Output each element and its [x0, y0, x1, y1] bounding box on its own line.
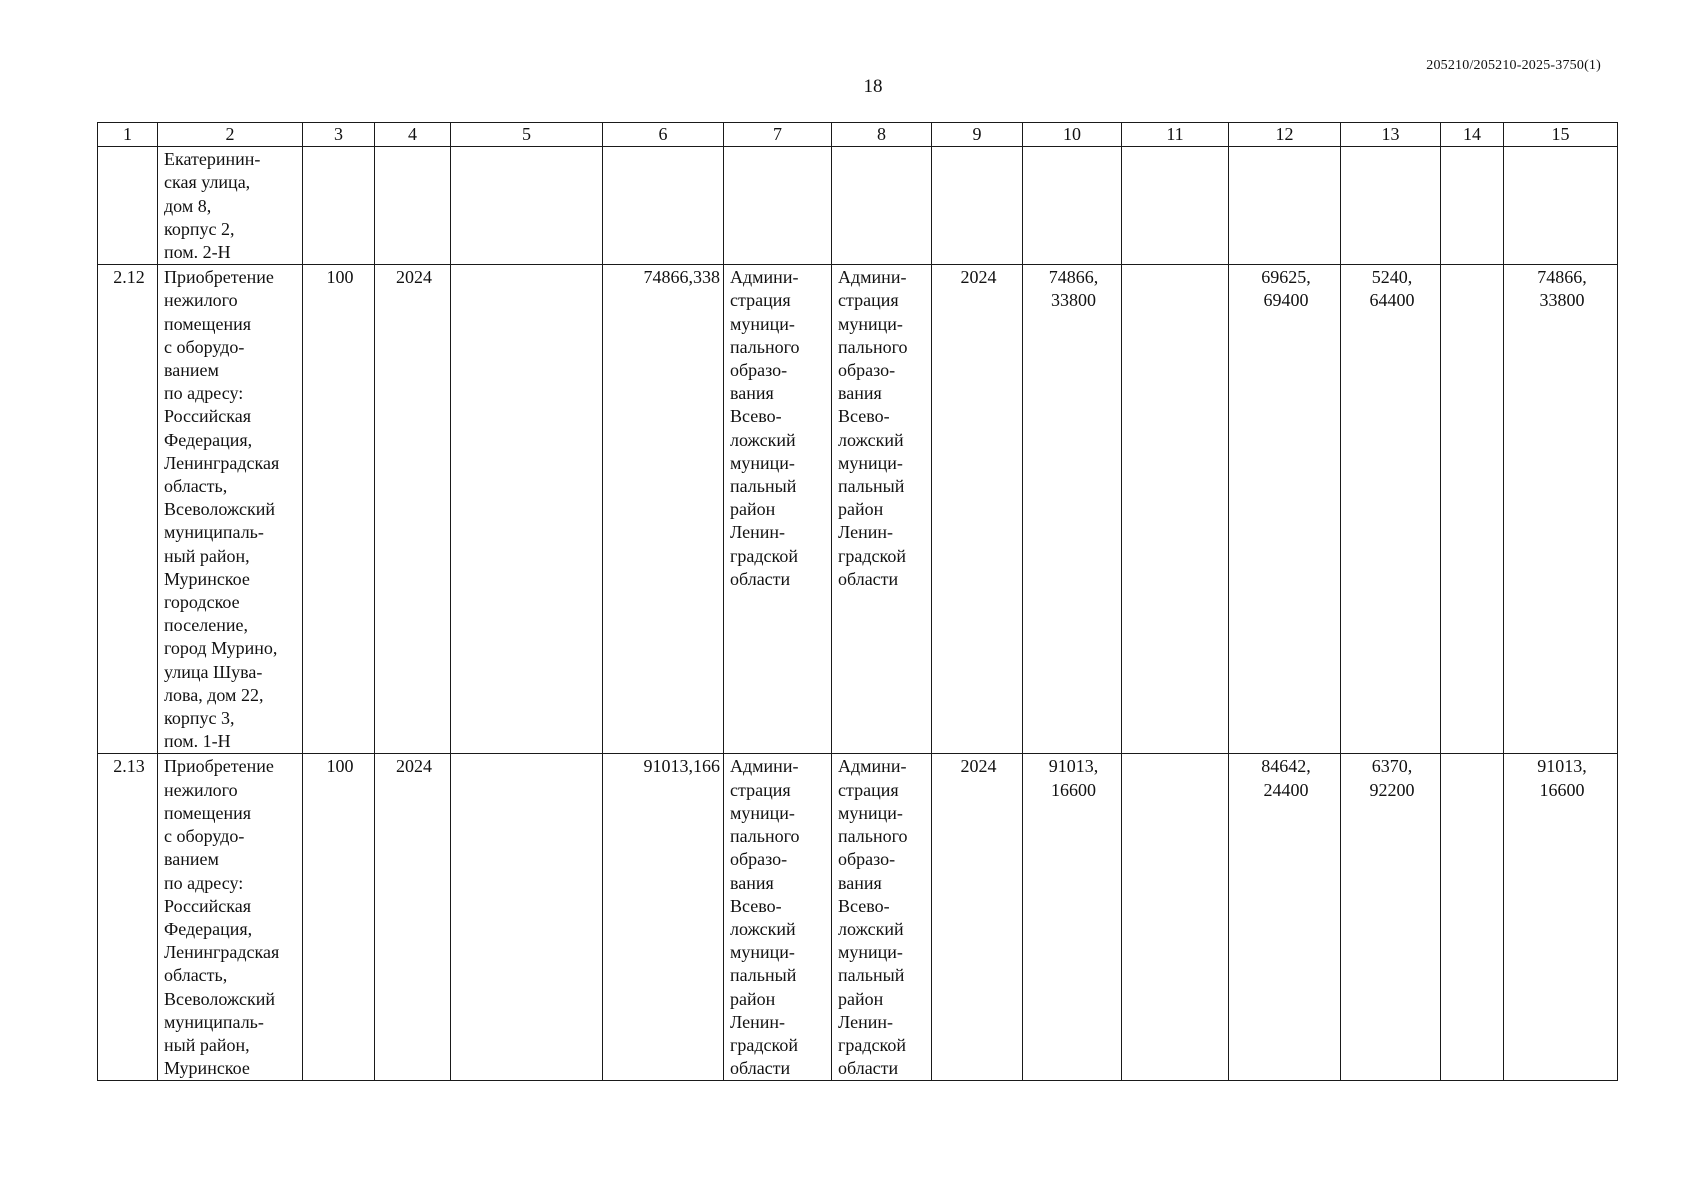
col-header-12: 12 — [1229, 123, 1341, 147]
amount-cell: 74866, 33800 — [1504, 265, 1618, 754]
year-cell: 2024 — [375, 265, 451, 754]
percent-cell: 100 — [303, 754, 375, 1081]
col-header-4: 4 — [375, 123, 451, 147]
amount-cell: 69625, 69400 — [1229, 265, 1341, 754]
cell — [451, 265, 603, 754]
cell — [1441, 265, 1504, 754]
cell — [1122, 754, 1229, 1081]
table-row-continuation — [98, 147, 1618, 265]
investment-table — [97, 122, 1618, 1081]
cost-cell: 91013,166 — [603, 754, 724, 1081]
cell — [1341, 147, 1441, 265]
col-header-2: 2 — [158, 123, 303, 147]
cell — [1441, 754, 1504, 1081]
col-header-8: 8 — [832, 123, 932, 147]
col-header-7: 7 — [724, 123, 832, 147]
col-header-6: 6 — [603, 123, 724, 147]
item-number: 2.12 — [98, 265, 158, 754]
col-header-1: 1 — [98, 123, 158, 147]
customer-cell: Админи- страция муници- пального образо- вания Всево- ложский муници- пальный район Ленин- градской области — [724, 265, 832, 754]
cell — [932, 147, 1023, 265]
year-cell: 2024 — [375, 754, 451, 1081]
col-header-10: 10 — [1023, 123, 1122, 147]
amount-cell: 74866, 33800 — [1023, 265, 1122, 754]
customer-cell: Админи- страция муници- пального образо- вания Всево- ложский муници- пальный район Ленин- градской области — [724, 754, 832, 1081]
object-description: Приобретение нежилого помещения с оборудо- ванием по адресу: Российская Федерация, Ленинградская область, Всеволожский муниципаль- ный район, Муринское городское поселение, город Мурино, улица Шува- лова, дом 22, корпус 3, пом. 1-Н — [158, 265, 303, 754]
cell — [1023, 147, 1122, 265]
cell — [724, 147, 832, 265]
page-number: 18 — [863, 76, 883, 97]
year-cell: 2024 — [932, 754, 1023, 1081]
address-cell: Екатеринин- ская улица, дом 8, корпус 2, пом. 2-Н — [158, 147, 303, 265]
cell — [1441, 147, 1504, 265]
col-header-13: 13 — [1341, 123, 1441, 147]
amount-cell: 91013, 16600 — [1023, 754, 1122, 1081]
document-id: 205210/205210-2025-3750(1) — [1426, 58, 1601, 73]
cell — [832, 147, 932, 265]
cell — [1122, 147, 1229, 265]
col-header-14: 14 — [1441, 123, 1504, 147]
col-header-11: 11 — [1122, 123, 1229, 147]
percent-cell: 100 — [303, 265, 375, 754]
col-header-15: 15 — [1504, 123, 1618, 147]
cell — [98, 147, 158, 265]
cell — [1229, 147, 1341, 265]
cell — [603, 147, 724, 265]
cell — [451, 147, 603, 265]
table-row — [98, 754, 1618, 1081]
cell — [303, 147, 375, 265]
item-number: 2.13 — [98, 754, 158, 1081]
developer-cell: Админи- страция муници- пального образо- вания Всево- ложский муници- пальный район Ленин- градской области — [832, 754, 932, 1081]
amount-cell: 5240, 64400 — [1341, 265, 1441, 754]
col-header-5: 5 — [451, 123, 603, 147]
amount-cell: 91013, 16600 — [1504, 754, 1618, 1081]
cell — [1504, 147, 1618, 265]
object-description: Приобретение нежилого помещения с оборудо- ванием по адресу: Российская Федерация, Ленинградская область, Всеволожский муниципаль- ный район, Муринское — [158, 754, 303, 1081]
col-header-9: 9 — [932, 123, 1023, 147]
amount-cell: 6370, 92200 — [1341, 754, 1441, 1081]
cell — [451, 754, 603, 1081]
amount-cell: 84642, 24400 — [1229, 754, 1341, 1081]
col-header-3: 3 — [303, 123, 375, 147]
column-number-header — [98, 123, 1618, 147]
year-cell: 2024 — [932, 265, 1023, 754]
cost-cell: 74866,338 — [603, 265, 724, 754]
cell — [1122, 265, 1229, 754]
cell — [375, 147, 451, 265]
developer-cell: Админи- страция муници- пального образо- вания Всево- ложский муници- пальный район Ленин- градской области — [832, 265, 932, 754]
table-row — [98, 265, 1618, 754]
